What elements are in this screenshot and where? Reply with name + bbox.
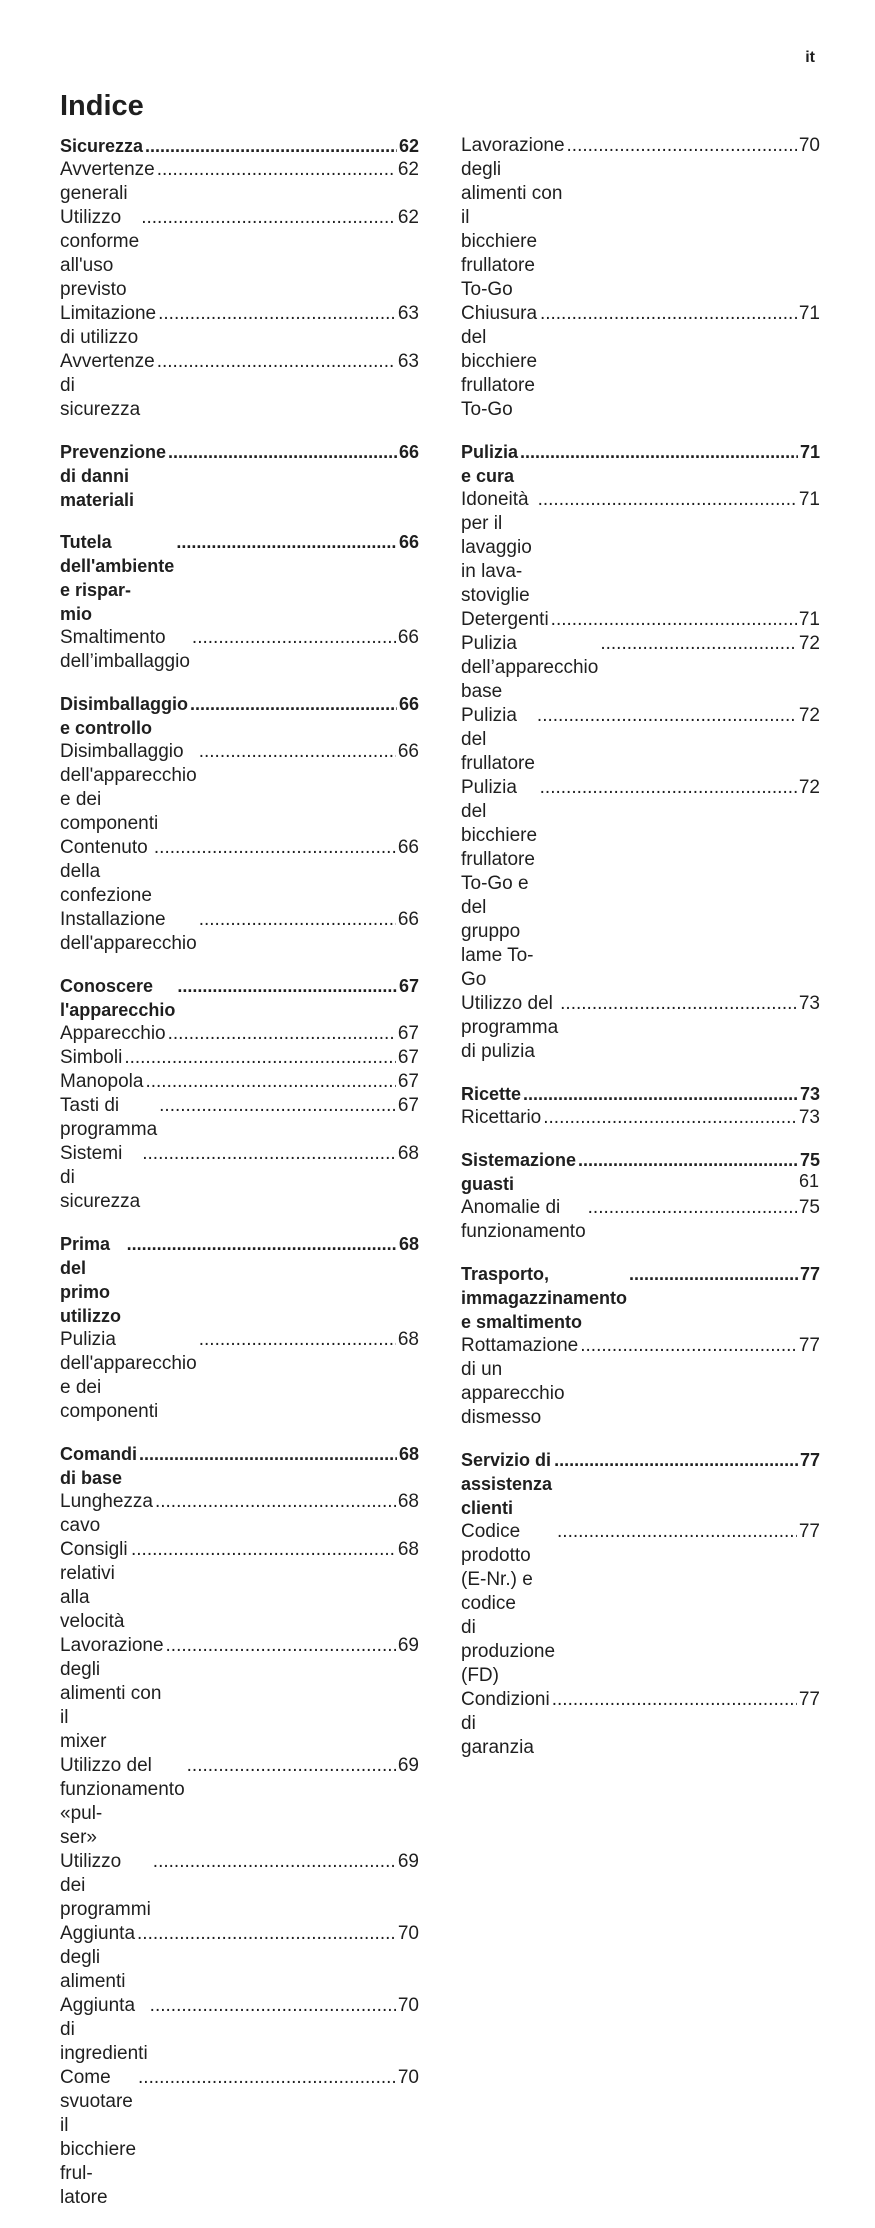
toc-entry-label: Idoneità per il lavaggio in lava- stoviglie bbox=[461, 488, 536, 608]
toc-entry-label: Chiusura del bicchiere frullatore To-Go bbox=[461, 303, 538, 420]
dot-leader bbox=[157, 158, 396, 182]
toc-entry-label: Smaltimento dell’imballaggio bbox=[60, 627, 190, 672]
dot-leader bbox=[131, 1538, 396, 1562]
toc-entry-page: 68 bbox=[397, 1539, 419, 1560]
toc-entry-page: 67 bbox=[397, 1047, 419, 1068]
toc-entry-page: 66 bbox=[398, 694, 419, 714]
toc-entry[interactable] bbox=[60, 626, 419, 674]
dot-leader bbox=[551, 608, 797, 632]
toc-entry-page: 72 bbox=[798, 777, 820, 798]
toc-section-heading[interactable] bbox=[60, 1232, 419, 1328]
dot-leader bbox=[139, 1442, 397, 1466]
toc-entry[interactable] bbox=[60, 1070, 419, 1094]
dot-leader bbox=[523, 1082, 798, 1106]
toc-entry[interactable] bbox=[60, 302, 419, 350]
dot-leader bbox=[540, 776, 797, 800]
toc-entry-page: 63 bbox=[397, 351, 419, 372]
toc-entry-page: 70 bbox=[798, 135, 820, 156]
toc-entry[interactable] bbox=[60, 1634, 419, 1754]
toc-entry-page: 73 bbox=[799, 1084, 820, 1104]
toc-entry[interactable] bbox=[60, 908, 419, 956]
page-number: 61 bbox=[798, 1171, 819, 1191]
dot-leader bbox=[567, 134, 797, 158]
toc-entry-page: 75 bbox=[798, 1197, 820, 1218]
toc-entry-label: Apparecchio bbox=[60, 1023, 166, 1044]
toc-section bbox=[461, 440, 820, 1064]
toc-entry-page: 70 bbox=[397, 1923, 419, 1944]
toc-entry-label: Rottamazione di un apparecchio dismesso bbox=[461, 1335, 579, 1428]
toc-entry-label: Ricette bbox=[461, 1084, 522, 1104]
toc-entry-label: Pulizia del frullatore bbox=[461, 705, 535, 774]
dot-leader bbox=[580, 1334, 797, 1358]
dot-leader bbox=[540, 302, 797, 326]
dot-leader bbox=[141, 206, 396, 230]
toc-section-heading[interactable] bbox=[461, 1448, 820, 1520]
toc-entry-page: 72 bbox=[798, 633, 820, 654]
dot-leader bbox=[199, 740, 396, 764]
toc-section-heading[interactable] bbox=[60, 134, 419, 158]
toc-entry[interactable] bbox=[60, 1490, 419, 1538]
toc-entry-label: Aggiunta degli alimenti bbox=[60, 1923, 136, 1992]
toc-entry-label: Tutela dell'ambiente e rispar- mio bbox=[60, 532, 175, 624]
toc-entry-page: 68 bbox=[398, 1444, 419, 1464]
dot-leader bbox=[166, 1634, 396, 1658]
dot-leader bbox=[600, 632, 797, 656]
dot-leader bbox=[557, 1520, 797, 1544]
toc-entry-page: 62 bbox=[398, 136, 419, 156]
toc-section-heading[interactable] bbox=[60, 440, 419, 512]
toc-entry-page: 70 bbox=[397, 1995, 419, 2016]
toc-entry[interactable] bbox=[60, 1022, 419, 1046]
toc-entry-page: 66 bbox=[397, 837, 419, 858]
toc-entry[interactable] bbox=[60, 1094, 419, 1142]
toc-entry-label: Pulizia e cura bbox=[461, 442, 519, 486]
toc-section-heading[interactable] bbox=[60, 1442, 419, 1490]
toc-column-right bbox=[461, 134, 820, 1778]
dot-leader bbox=[145, 1070, 395, 1094]
dot-leader bbox=[552, 1688, 797, 1712]
dot-leader bbox=[560, 992, 797, 1016]
toc-entry-page: 77 bbox=[798, 1689, 820, 1710]
toc-entry-label: Sistemazione guasti bbox=[461, 1150, 577, 1194]
toc-entry-label: Sistemi di sicurezza bbox=[60, 1143, 141, 1212]
toc-entry-label: Come svuotare il bicchiere frul- latore bbox=[60, 2067, 137, 2208]
toc-entry-page: 77 bbox=[798, 1521, 820, 1542]
toc-entry-label: Installazione dell'apparecchio bbox=[60, 909, 197, 954]
toc-entry-page: 63 bbox=[397, 303, 419, 324]
toc-entry[interactable] bbox=[461, 704, 820, 776]
toc-section bbox=[60, 134, 419, 422]
toc-entry-label: Avvertenze di sicurezza bbox=[60, 351, 155, 420]
toc-entry-label: Pulizia del bicchiere frullatore To-Go e del gruppo lame To-Go bbox=[461, 777, 538, 990]
toc-section-heading[interactable] bbox=[60, 974, 419, 1022]
toc-entry-label: Trasporto, immagazzinamento e smaltimento bbox=[461, 1264, 628, 1332]
toc-section bbox=[461, 1148, 820, 1244]
dot-leader bbox=[159, 1094, 396, 1118]
dot-leader bbox=[153, 1850, 396, 1874]
toc-entry-page: 67 bbox=[397, 1095, 419, 1116]
toc-section bbox=[60, 1232, 419, 1424]
toc-entry-page: 73 bbox=[798, 993, 820, 1014]
dot-leader bbox=[168, 1022, 396, 1046]
toc-entry-page: 77 bbox=[799, 1264, 820, 1284]
dot-leader bbox=[176, 530, 397, 554]
toc-entry-page: 71 bbox=[799, 442, 820, 462]
toc-entry-label: Prima del primo utilizzo bbox=[60, 1232, 125, 1328]
toc-entry[interactable] bbox=[60, 836, 419, 908]
toc-entry-label: Prevenzione di danni materiali bbox=[60, 442, 167, 510]
toc-section bbox=[461, 1262, 820, 1430]
toc-entry-page: 67 bbox=[397, 1071, 419, 1092]
toc-entry-label: Utilizzo dei programmi bbox=[60, 1851, 151, 1920]
toc-entry-page: 66 bbox=[397, 741, 419, 762]
toc-entry-page: 67 bbox=[398, 976, 419, 996]
dot-leader bbox=[199, 1328, 396, 1352]
dot-leader bbox=[138, 2066, 396, 2090]
toc-entry[interactable] bbox=[461, 776, 820, 992]
toc-entry[interactable] bbox=[60, 206, 419, 302]
dot-leader bbox=[187, 1754, 396, 1778]
toc-entry-label: Avvertenze generali bbox=[60, 159, 155, 204]
toc-entry-page: 75 bbox=[799, 1150, 820, 1170]
toc-entry-label: Consigli relativi alla velocità bbox=[60, 1539, 128, 1632]
toc-entry[interactable] bbox=[461, 992, 820, 1064]
dot-leader bbox=[177, 974, 397, 998]
toc-entry-label: Utilizzo conforme all'uso previsto bbox=[60, 207, 140, 300]
toc-entry-label: Detergenti bbox=[461, 609, 549, 630]
toc-entry-page: 71 bbox=[798, 303, 820, 324]
toc-entry-label: Conoscere l'apparecchio bbox=[60, 976, 176, 1020]
toc-section bbox=[60, 974, 419, 1214]
dot-leader bbox=[124, 1046, 396, 1070]
toc-entry-page: 62 bbox=[397, 159, 419, 180]
toc-section bbox=[461, 1082, 820, 1130]
dot-leader bbox=[137, 1922, 396, 1946]
toc-entry-label: Aggiunta di ingredienti bbox=[60, 1995, 148, 2064]
dot-leader bbox=[192, 626, 396, 650]
dot-leader bbox=[150, 1994, 396, 2018]
toc-entry-page: 66 bbox=[397, 627, 419, 648]
toc-entry-page: 69 bbox=[397, 1635, 419, 1656]
toc-entry-page: 69 bbox=[397, 1851, 419, 1872]
toc-entry[interactable] bbox=[461, 1334, 820, 1430]
dot-leader bbox=[543, 1106, 797, 1130]
toc-entry-page: 71 bbox=[798, 609, 820, 630]
dot-leader bbox=[199, 908, 396, 932]
toc-entry-page: 68 bbox=[397, 1329, 419, 1350]
toc-entry-label: Codice prodotto (E-Nr.) e codice di produzione (FD) bbox=[461, 1521, 556, 1686]
toc-entry[interactable] bbox=[60, 1922, 419, 1994]
toc-entry-label: Lavorazione degli alimenti con il mixer bbox=[60, 1635, 164, 1752]
dot-leader bbox=[127, 1232, 397, 1256]
toc-section bbox=[60, 440, 419, 512]
toc-entry[interactable] bbox=[60, 1328, 419, 1424]
toc-entry-page: 73 bbox=[798, 1107, 820, 1128]
toc-entry[interactable] bbox=[461, 608, 820, 632]
toc-entry-label: Disimballaggio e controllo bbox=[60, 694, 189, 738]
dot-leader bbox=[154, 836, 396, 860]
toc-entry-label: Ricettario bbox=[461, 1107, 542, 1128]
toc-entry-page: 66 bbox=[398, 442, 419, 462]
toc-entry-label: Disimballaggio dell'apparecchio e dei componenti bbox=[60, 741, 197, 834]
toc-entry[interactable] bbox=[461, 1106, 820, 1130]
toc-entry-label: Simboli bbox=[60, 1047, 123, 1068]
toc-section-heading[interactable] bbox=[461, 1082, 820, 1106]
toc-column-left bbox=[60, 134, 419, 2228]
dot-leader bbox=[145, 134, 397, 158]
toc-entry[interactable] bbox=[60, 740, 419, 836]
toc-section-heading[interactable] bbox=[461, 440, 820, 488]
toc-section-heading[interactable] bbox=[60, 692, 419, 740]
toc-entry-label: Lavorazione degli alimenti con il bicchiere frullatore To-Go bbox=[461, 135, 565, 300]
dot-leader bbox=[578, 1148, 798, 1172]
dot-leader bbox=[629, 1262, 798, 1286]
toc-entry-label: Sicurezza bbox=[60, 136, 144, 156]
toc-entry-page: 71 bbox=[798, 489, 820, 510]
dot-leader bbox=[158, 302, 396, 326]
toc-section bbox=[461, 134, 820, 422]
toc-section bbox=[60, 530, 419, 674]
toc-entry[interactable] bbox=[461, 1196, 820, 1244]
toc-entry-page: 66 bbox=[398, 532, 419, 552]
toc-entry[interactable] bbox=[461, 134, 820, 302]
toc-entry[interactable] bbox=[60, 1850, 419, 1922]
toc-entry-label: Manopola bbox=[60, 1071, 144, 1092]
toc-entry-page: 66 bbox=[397, 909, 419, 930]
toc-section-heading[interactable] bbox=[461, 1148, 820, 1196]
toc-entry[interactable] bbox=[60, 158, 419, 206]
toc-entry[interactable] bbox=[461, 632, 820, 704]
toc-entry[interactable] bbox=[60, 350, 419, 422]
toc-section bbox=[60, 692, 419, 956]
toc-entry-label: Pulizia dell'apparecchio e dei componenti bbox=[60, 1329, 197, 1422]
toc-entry[interactable] bbox=[461, 488, 820, 608]
toc-entry-label: Servizio di assistenza clienti bbox=[461, 1450, 553, 1518]
toc-entry[interactable] bbox=[461, 1688, 820, 1760]
toc-entry[interactable] bbox=[60, 1046, 419, 1070]
toc-section-heading[interactable] bbox=[60, 530, 419, 626]
toc-entry-page: 62 bbox=[397, 207, 419, 228]
toc-section-heading[interactable] bbox=[461, 1262, 820, 1334]
toc-entry-label: Pulizia dell’apparecchio base bbox=[461, 633, 599, 702]
toc-section bbox=[461, 1448, 820, 1760]
dot-leader bbox=[588, 1196, 797, 1220]
toc-entry-label: Anomalie di funzionamento bbox=[461, 1197, 586, 1242]
toc-entry-label: Contenuto della confezione bbox=[60, 837, 152, 906]
dot-leader bbox=[537, 704, 797, 728]
page-title: Indice bbox=[60, 90, 144, 122]
toc-entry-page: 72 bbox=[798, 705, 820, 726]
toc-entry-label: Utilizzo del funzionamento «pul- ser» bbox=[60, 1755, 185, 1848]
toc-entry-label: Condizioni di garanzia bbox=[461, 1689, 550, 1758]
language-marker: it bbox=[805, 49, 815, 66]
dot-leader bbox=[168, 440, 397, 464]
dot-leader bbox=[190, 692, 397, 716]
dot-leader bbox=[157, 350, 396, 374]
toc-entry-page: 77 bbox=[798, 1335, 820, 1356]
toc-entry-page: 69 bbox=[397, 1755, 419, 1776]
toc-entry-page: 68 bbox=[397, 1143, 419, 1164]
toc-entry-page: 77 bbox=[799, 1450, 820, 1470]
dot-leader bbox=[155, 1490, 396, 1514]
toc-entry-page: 67 bbox=[397, 1023, 419, 1044]
toc-entry[interactable] bbox=[461, 302, 820, 422]
toc-entry-page: 70 bbox=[397, 2067, 419, 2088]
toc-entry[interactable] bbox=[60, 1142, 419, 1214]
toc-entry[interactable] bbox=[60, 1994, 419, 2066]
toc-entry-page: 68 bbox=[398, 1234, 419, 1254]
toc-entry-label: Utilizzo del programma di pulizia bbox=[461, 993, 559, 1062]
toc-section bbox=[60, 1442, 419, 2210]
toc-entry[interactable] bbox=[60, 1754, 419, 1850]
toc-entry-label: Limitazione di utilizzo bbox=[60, 303, 157, 348]
toc-entry-label: Lunghezza cavo bbox=[60, 1491, 153, 1536]
toc-entry[interactable] bbox=[60, 1538, 419, 1634]
dot-leader bbox=[142, 1142, 396, 1166]
toc-entry-page: 68 bbox=[397, 1491, 419, 1512]
dot-leader bbox=[554, 1448, 798, 1472]
dot-leader bbox=[520, 440, 798, 464]
toc-entry[interactable] bbox=[60, 2066, 419, 2210]
toc-entry-label: Tasti di programma bbox=[60, 1095, 158, 1140]
toc-entry[interactable] bbox=[461, 1520, 820, 1688]
toc-entry-label: Comandi di base bbox=[60, 1444, 138, 1488]
dot-leader bbox=[538, 488, 797, 512]
